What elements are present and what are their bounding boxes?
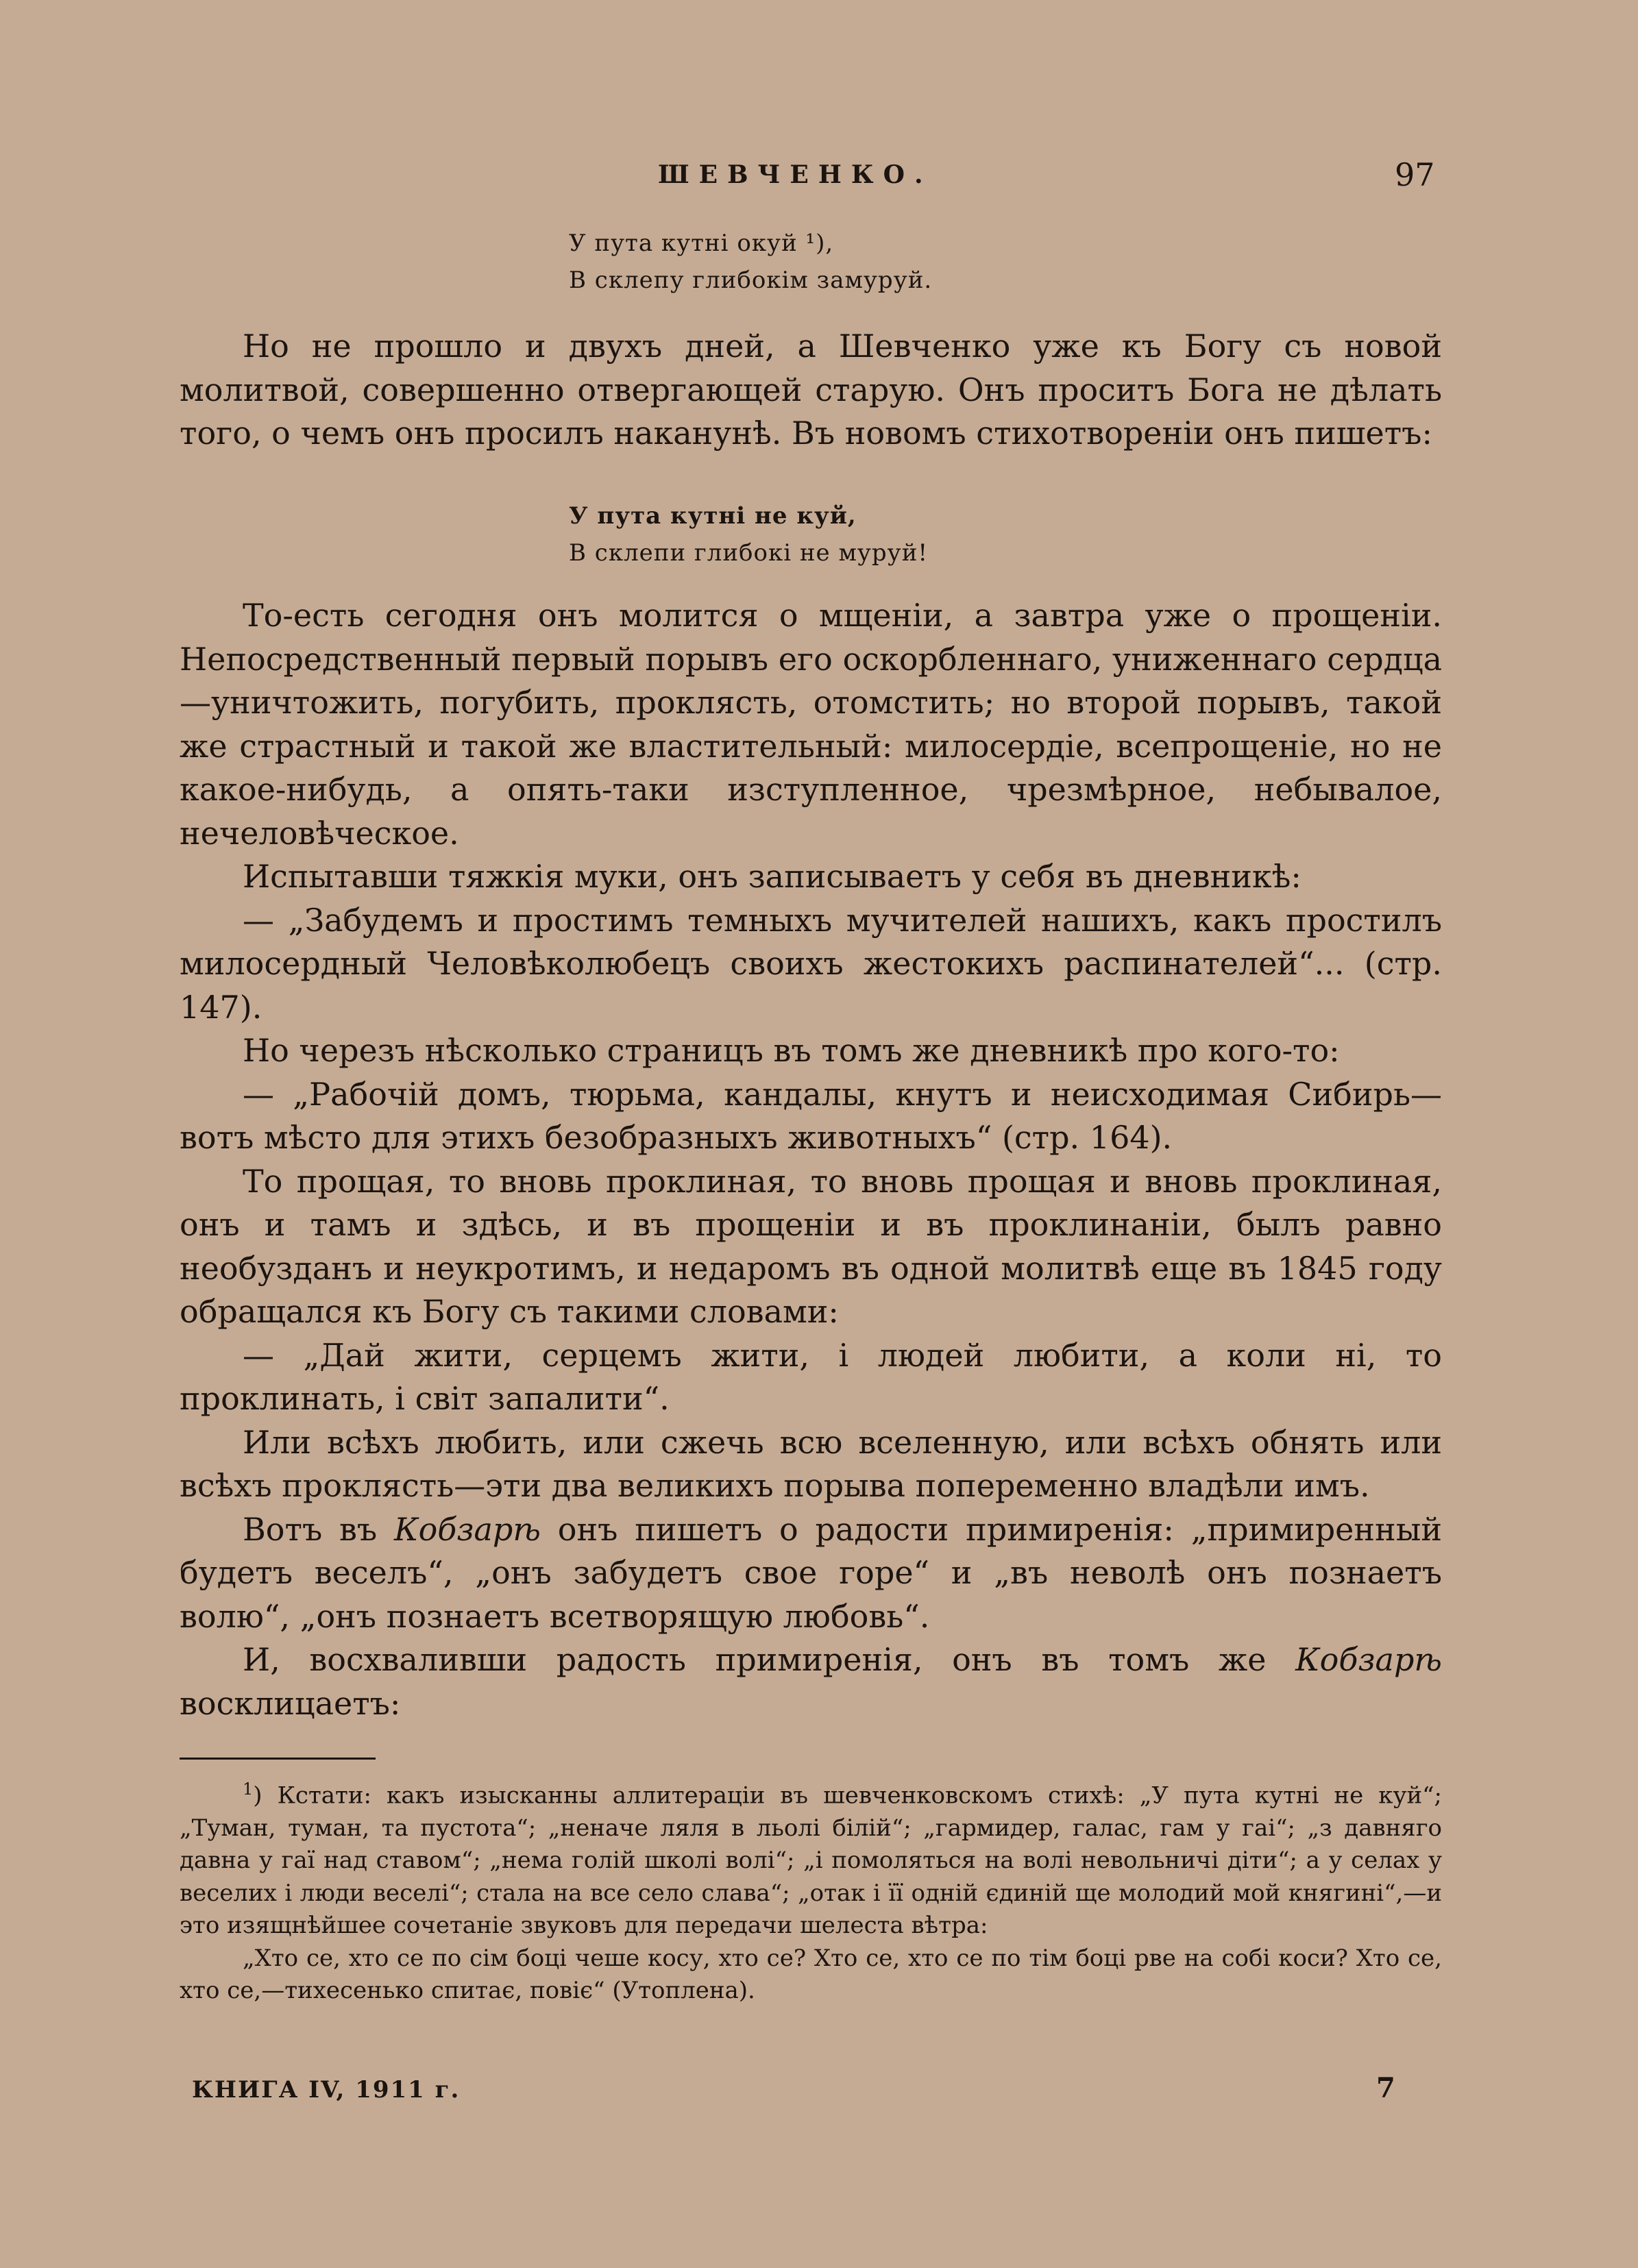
running-head [0, 156, 1638, 201]
paragraph: — „Дай жити, серцемъ жити, і людей любити, а коли ні, то проклинать, і світ запалити“. [180, 1336, 1442, 1417]
paragraph-kobzar [180, 1508, 1442, 1639]
text-span: восклицаетъ: [180, 1684, 401, 1722]
footnote-text [180, 1773, 1442, 1943]
work-title: Кобзарѣ [394, 1510, 541, 1548]
paragraph: Но не прошло и двухъ дней, а Шевченко уже къ Богу съ новой молитвой, совершенно отвергающей старую. Онъ проситъ Бога не дѣлать того, о чемъ онъ просилъ наканунѣ. Въ новомъ стихотвореніи онъ пишетъ: [180, 328, 1442, 452]
verse-line: У пута кутні не куй, [569, 502, 857, 530]
sheet-number: 7 [1376, 2072, 1395, 2104]
signature-text: КНИГА IV, 1911 г. [192, 2076, 461, 2104]
paragraph: — „Забудемъ и простимъ темныхъ мучителей нашихъ, какъ простилъ милосердный Человѣколюбецъ своихъ жестокихъ распинателей“... (стр. 147). [180, 901, 1442, 1026]
paragraph-exclaim [180, 1638, 1442, 1725]
paragraph-intro [180, 325, 1442, 456]
page-number: 97 [1395, 156, 1435, 193]
paragraph: Но черезъ нѣсколько страницъ въ томъ же дневникѣ про кого-то: [243, 1032, 1340, 1069]
verse-line: В склепу глибокім замуруй. [569, 267, 933, 294]
footnote-quote: „Хто се, хто се по сім боці чеше косу, хто се? Хто се, хто се по тім боці рве на собі коси? Хто се, хто се,—тихесенько спитає, повіє“ (Утоплена). [180, 1944, 1442, 2005]
running-head-title: ШЕВЧЕНКО. [658, 160, 933, 189]
footnote-marker: 1 [243, 1779, 254, 1799]
paragraph: Испытавши тяжкія муки, онъ записываетъ у себя въ дневникѣ: [243, 858, 1301, 895]
verse-line: У пута кутні окуй ¹), [569, 230, 834, 257]
footnote-body: ) Кстати: какъ изысканны аллитераціи въ шевченковскомъ стихѣ: „У пута кутні не куй“; „Туман, туман, та пустота“; „неначе ляля в льолі білій“; „гармидер, галас, гам у гаі“; „з давняго давна у гаї над ставом“; „нема голій школі волі“; „і помоляться на волі невольничі діти“; а у селах у веселих і люди веселі“; стала на все село слава“; „отак і її одній єдиній ще молодий мой княгині“,—и это изящнѣйшее сочетаніе звуковъ для передачи шелеста вѣтра: [180, 1782, 1442, 1940]
footnote-divider [180, 1758, 376, 1760]
text-span: онъ пишетъ о радости примиренія: „примиренный будетъ веселъ“, „онъ забудетъ свое горе“ и „въ неволѣ онъ познаетъ волю“, „онъ познаетъ всетворящую любовь“. [180, 1510, 1442, 1635]
text-span: Вотъ въ [243, 1510, 395, 1548]
signature-line [0, 2072, 1638, 2110]
main-text [180, 594, 1442, 1725]
paragraph: То-есть сегодня онъ молится о мщеніи, а завтра уже о прощеніи. Непосредственный первый порывъ его оскорбленнаго, униженнаго сердца—уничтожить, погубить, проклясть, отомстить; но второй порывъ, такой же страстный и такой же властительный: милосердіе, всепрощеніе, но не какое-нибудь, а опять-таки изступленное, чрезмѣрное, небывалое, нечеловѣческое. [180, 597, 1442, 852]
paragraph: — „Рабочій домъ, тюрьма, кандалы, кнутъ и неисходимая Сибирь—вотъ мѣсто для этихъ безобразныхъ животныхъ“ (стр. 164). [180, 1075, 1442, 1156]
verse-quote-2 [569, 497, 928, 571]
paragraph: То прощая, то вновь проклиная, то вновь прощая и вновь проклиная, онъ и тамъ и здѣсь, и въ прощеніи и въ проклинаніи, былъ равно необузданъ и неукротимъ, и недаромъ въ одной молитвѣ еще въ 1845 году обращался къ Богу съ такими словами: [180, 1162, 1442, 1330]
verse-line: В склепи глибокі не муруй! [569, 539, 929, 567]
work-title: Кобзарѣ [1295, 1641, 1442, 1678]
verse-quote-1 [569, 225, 932, 299]
text-span: И, восхваливши радость примиренія, онъ въ томъ же [243, 1641, 1296, 1678]
paragraph: Или всѣхъ любить, или сжечь всю вселенную, или всѣхъ обнять или всѣхъ проклясть—эти два великихъ порыва попеременно владѣли имъ. [180, 1423, 1442, 1504]
footnote [180, 1773, 1442, 2008]
